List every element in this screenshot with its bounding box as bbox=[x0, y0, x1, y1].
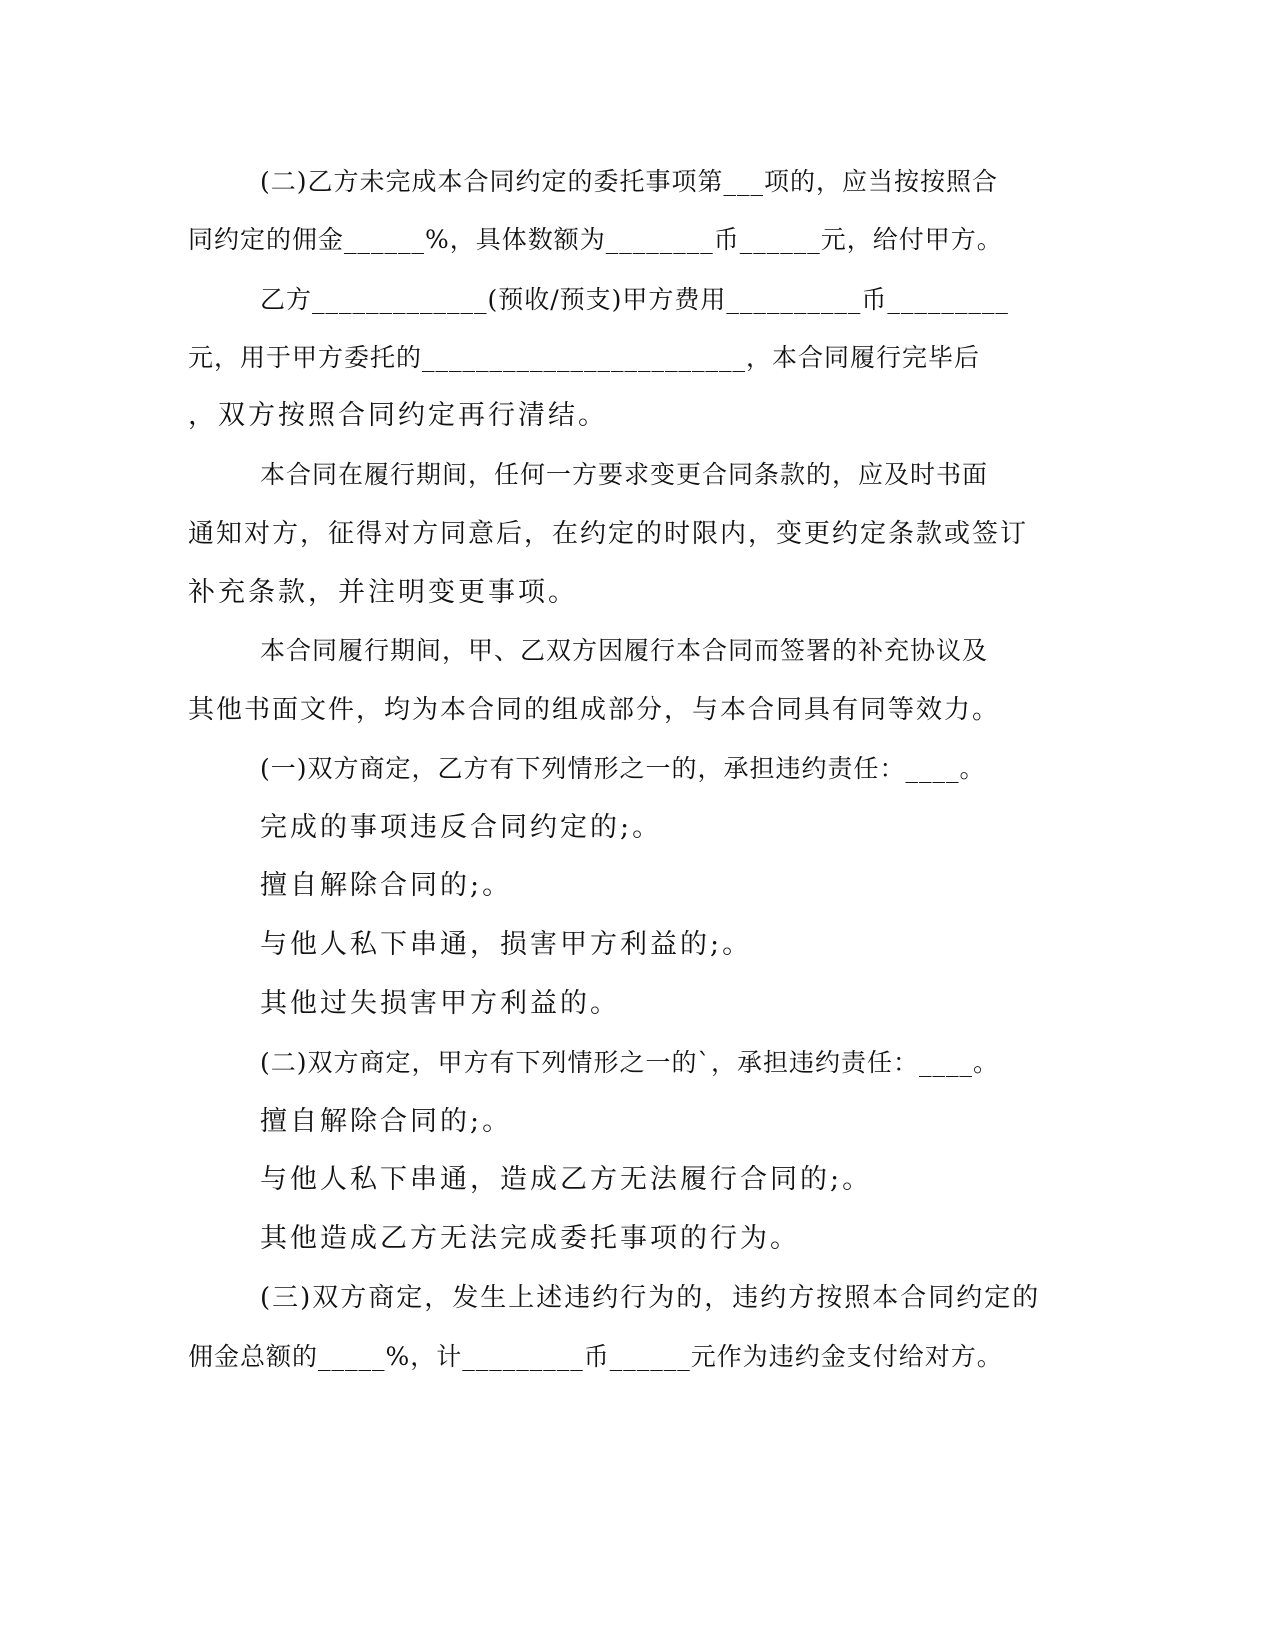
text-line: 擅自解除合同的;。 bbox=[260, 870, 513, 901]
text-line: ，双方按照合同约定再行清结。 bbox=[188, 400, 608, 431]
text-line: 同约定的佣金______%，具体数额为________币______元，给付甲方。 bbox=[188, 225, 1003, 254]
text-line: (一)双方商定，乙方有下列情形之一的，承担违约责任：____。 bbox=[260, 754, 986, 783]
text-line: 其他书面文件，均为本合同的组成部分，与本合同具有同等效力。 bbox=[188, 695, 1001, 725]
text-line: 擅自解除合同的;。 bbox=[260, 1106, 513, 1137]
text-line: 与他人私下串通，造成乙方无法履行合同的;。 bbox=[260, 1164, 873, 1195]
text-line: 补充条款，并注明变更事项。 bbox=[188, 577, 578, 608]
text-line: (二)乙方未完成本合同约定的委托事项第___项的，应当按按照合 bbox=[260, 167, 999, 196]
text-line: 其他过失损害甲方利益的。 bbox=[260, 988, 620, 1019]
text-line: 与他人私下串通，损害甲方利益的;。 bbox=[260, 929, 753, 960]
text-line: 本合同在履行期间，任何一方要求变更合同条款的，应及时书面 bbox=[260, 460, 989, 489]
text-line: 佣金总额的_____%，计_________币______元作为违约金支付给对方。 bbox=[188, 1342, 1003, 1371]
text-line: 本合同履行期间，甲、乙双方因履行本合同而签署的补充协议及 bbox=[260, 636, 989, 665]
text-line: 乙方_____________(预收/预支)甲方费用__________币_________ bbox=[260, 285, 1009, 314]
text-line: 元，用于甲方委托的________________________，本合同履行完毕后 bbox=[188, 343, 981, 372]
text-line: (二)双方商定，甲方有下列情形之一的`，承担违约责任：____。 bbox=[260, 1048, 1000, 1077]
text-line: 完成的事项违反合同约定的;。 bbox=[260, 812, 663, 843]
text-line: 其他造成乙方无法完成委托事项的行为。 bbox=[260, 1223, 800, 1254]
text-line: (三)双方商定，发生上述违约行为的，违约方按照本合同约定的 bbox=[260, 1283, 1041, 1313]
text-line: 通知对方，征得对方同意后，在约定的时限内，变更约定条款或签订 bbox=[188, 519, 1029, 549]
